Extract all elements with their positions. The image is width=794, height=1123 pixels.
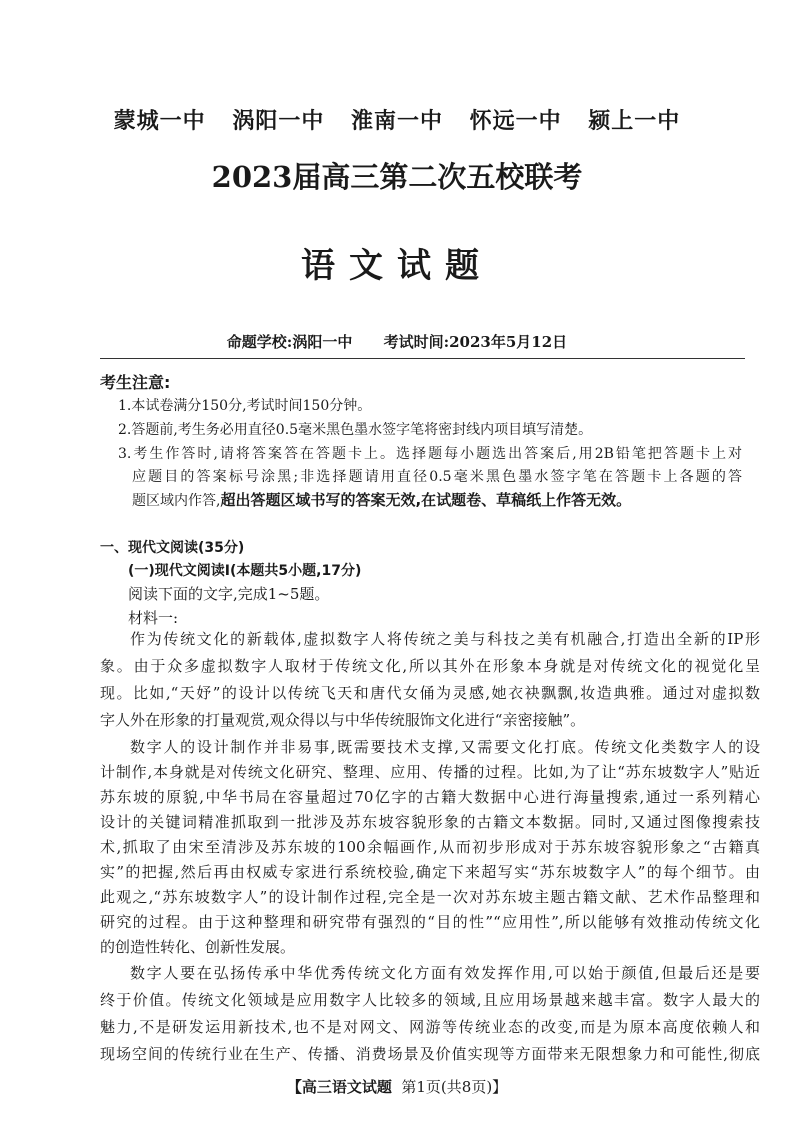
text-line: 计制作,本身就是对传统文化研究、整理、应用、传播的过程。比如,为了让“苏东坡数字人”贴近 xyxy=(100,763,760,781)
text-line: 数字人的设计制作并非易事,既需要技术支撑,又需要文化打底。传统文化类数字人的设 xyxy=(130,738,760,756)
text-line: 设计的关键词精准抓取到一批涉及苏东坡容貌形象的古籍文本数据。同时,又通过图像搜索技 xyxy=(100,813,760,831)
text-line: 魅力,不是研发运用新技术,也不是对网文、网游等传统业态的改变,而是为原本高度依赖人和 xyxy=(100,1018,760,1036)
text-line: 实”的把握,然后再由权威专家进行系统校验,确定下来超写实“苏东坡数字人”的每个细节。由 xyxy=(100,863,760,881)
exam-info xyxy=(0,331,794,352)
text-line: 现。比如,“天妤”的设计以传统飞天和唐代女俑为灵感,她衣袂飘飘,妆造典雅。通过对虚拟数 xyxy=(100,684,760,702)
footer-label: 【高三语文试题 xyxy=(286,1078,392,1096)
text-line: 终于价值。传统文化领域是应用数字人比较多的领域,且应用场景越来越丰富。数字人最大的 xyxy=(100,991,760,1009)
notice-heading: 考生注意: xyxy=(100,373,171,392)
exam-time: 考试时间:2023年5月12日 xyxy=(383,333,568,351)
exam-title: 2023届高三第二次五校联考 xyxy=(211,160,583,194)
text-line: 数字人要在弘扬传承中华优秀传统文化方面有效发挥作用,可以始于颜值,但最后还是要 xyxy=(130,964,760,982)
instruction: 阅读下面的文字,完成1~5题。 xyxy=(128,585,330,603)
text-line: 作为传统文化的新载体,虚拟数字人将传统之美与科技之美有机融合,打造出全新的IP形 xyxy=(130,630,760,648)
text-line: 现场空间的传统行业在生产、传播、消费场景及价值实现等方面带来无限想象力和可能性,彻底 xyxy=(100,1045,760,1063)
text-line: 苏东坡的原貌,中华书局在容量超过70亿字的古籍大数据中心进行海量搜索,通过一系列精心 xyxy=(100,788,760,806)
notice-plain: 题区域内作答, xyxy=(132,493,221,509)
setter-school: 命题学校:涡阳一中 xyxy=(226,333,353,351)
section-sub-title: (一)现代文阅读Ⅰ(本题共5小题,17分) xyxy=(128,563,362,579)
text-line: 术,抓取了由宋至清涉及苏东坡的100余幅画作,从而初步形成对于苏东坡容貌形象之“古籍真 xyxy=(100,838,760,856)
text-line: 的创造性转化、创新性发展。 xyxy=(100,938,296,956)
subject-title: 语文试题 xyxy=(301,246,493,286)
notice-last-line xyxy=(132,489,742,510)
text-line: 字人外在形象的打量观赏,观众得以与中华传统服饰文化进行“亲密接触”。 xyxy=(100,711,586,729)
schools-header: 蒙城一中 涡阳一中 淮南一中 怀远一中 颍上一中 xyxy=(113,109,681,134)
footer-page: 第1页(共8页)】 xyxy=(401,1078,508,1096)
notice-bold-warning: 超出答题区域书写的答案无效,在试题卷、草稿纸上作答无效。 xyxy=(220,491,632,509)
page-footer xyxy=(0,1076,794,1097)
text-line: 1.本试卷满分150分,考试时间150分钟。 xyxy=(118,398,372,414)
divider xyxy=(100,358,745,359)
text-line: 2.答题前,考生务必用直径0.5毫米黑色墨水签字笔将密封线内项目填写清楚。 xyxy=(118,422,593,438)
text-line: 此观之,“苏东坡数字人”的设计制作过程,完全是一次对苏东坡主题古籍文献、艺术作品整理和 xyxy=(100,888,760,906)
text-line: 象。由于众多虚拟数字人取材于传统文化,所以其外在形象本身就是对传统文化的视觉化呈 xyxy=(100,657,760,675)
text-line: 3.考生作答时,请将答案答在答题卡上。选择题每小题选出答案后,用2B铅笔把答题卡上对 xyxy=(118,446,742,462)
text-line: 研究的过程。由于这种整理和研究带有强烈的“目的性”“应用性”,所以能够有效推动传统文化 xyxy=(100,913,760,931)
section-part-title: 一、现代文阅读(35分) xyxy=(100,540,245,556)
material-label: 材料一: xyxy=(128,609,179,627)
text-line: 应题目的答案标号涂黑;非选择题请用直径0.5毫米黑色墨水签字笔在答题卡上各题的答 xyxy=(132,469,742,485)
